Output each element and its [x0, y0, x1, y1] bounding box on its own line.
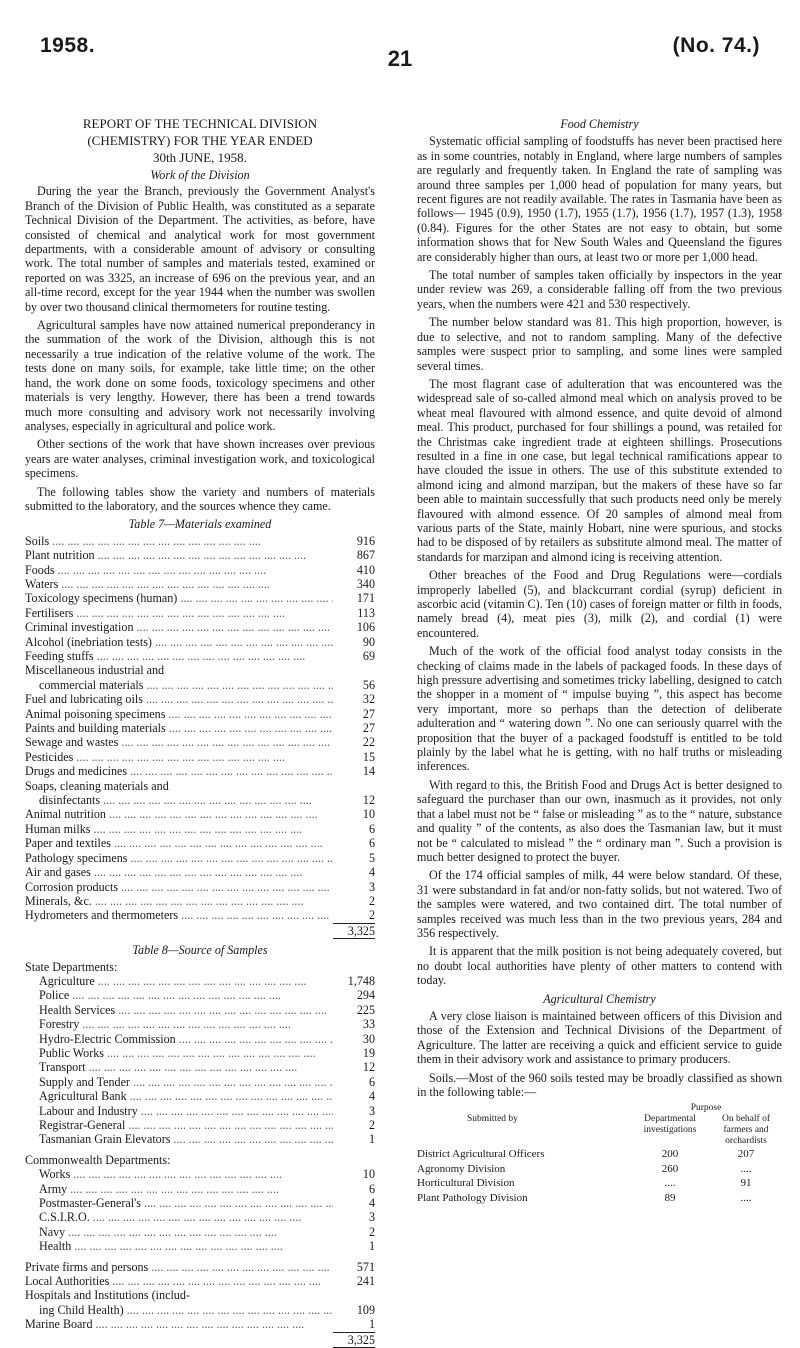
- row-label: Tasmanian Grain Elevators ....: [39, 1132, 333, 1146]
- row-label: Agronomy Division: [417, 1162, 506, 1175]
- row-label: commercial materials ....: [39, 678, 333, 692]
- table-7-b: [25, 692, 375, 778]
- table-row: [25, 1274, 375, 1288]
- paragraph: Other breaches of the Food and Drug Regulations were—cordials improperly labelled (5), and blackcurrant cordial (syrup) deficient in ascorbic acid (vitamin C). Ten (10) cases of foreign matter or filth in foods, namely bread (4), meat pies (3), milk (2), and cordial (1) were encountered.: [417, 568, 782, 640]
- row-label: Public Works ....: [39, 1046, 333, 1060]
- row-value: 4: [368, 865, 375, 880]
- row-value: 6: [368, 821, 375, 836]
- row-value: 916: [356, 533, 375, 548]
- row-label: Soils ....: [25, 534, 333, 548]
- row-value: 6: [368, 836, 375, 851]
- row-label: Plant Pathology Division: [417, 1191, 528, 1204]
- table-row: [25, 1303, 375, 1317]
- departmental-value: 89: [664, 1191, 676, 1204]
- row-value: 109: [356, 1302, 375, 1317]
- table-row: [25, 534, 375, 548]
- row-label: Corrosion products ....: [25, 880, 333, 894]
- section-heading: Work of the Division: [150, 168, 250, 182]
- soils-rows: [417, 1147, 782, 1205]
- row-value: 171: [356, 591, 375, 606]
- row-label: Foods ....: [25, 563, 333, 577]
- row-value: 1: [368, 1239, 375, 1254]
- row-label: Forestry ....: [39, 1017, 333, 1031]
- row-label: Navy ....: [39, 1225, 333, 1239]
- table-row: [39, 1104, 375, 1118]
- table-row: [25, 894, 375, 908]
- row-label: Drugs and medicines ....: [25, 764, 333, 778]
- row-value: 5: [368, 850, 375, 865]
- farmers-value: 91: [740, 1177, 752, 1190]
- row-label: Transport ....: [39, 1060, 333, 1074]
- row-label: Registrar-General ....: [39, 1118, 333, 1132]
- table-7-total: 3,325: [25, 923, 375, 939]
- table-row: [39, 1132, 375, 1146]
- paragraph: Agricultural samples have now attained numerical preponderancy in the summation of the work of the Division, although this is not necessarily a true indication of the relative volume of the work. The tests done on many soils, for example, take little time; on the other hand, the work done on some foods, toxicology specimens and other materials is very lengthy. However, there has been a trend towards much more consulting and advisory work not necessarily involving analyses, especially in agricultural and police work.: [25, 318, 375, 433]
- table-7-c: [25, 807, 375, 922]
- table-row: [25, 635, 375, 649]
- row-label: Air and gases ....: [25, 865, 333, 879]
- table-8-total: 3,325: [25, 1332, 375, 1348]
- report-title-2: (CHEMISTRY) FOR THE YEAR ENDED: [87, 133, 313, 148]
- row-label: Health Services ....: [39, 1003, 333, 1017]
- table-row: [25, 606, 375, 620]
- row-value: 2: [368, 1118, 375, 1132]
- row-label: Toxicology specimens (human) ....: [25, 591, 333, 605]
- row-label: Private firms and persons ....: [25, 1260, 333, 1274]
- row-value: 2: [368, 908, 375, 923]
- row-label: disinfectants ....: [39, 793, 333, 807]
- row-label: Paints and building materials ....: [25, 721, 333, 735]
- row-label: Alcohol (inebriation tests) ....: [25, 635, 333, 649]
- row-label: Fuel and lubricating oils ....: [25, 692, 333, 706]
- table-row: [25, 836, 375, 850]
- farmers-value: ....: [740, 1191, 752, 1204]
- row-label: Animal nutrition ....: [25, 807, 333, 821]
- table-row-label: Soaps, cleaning materials and: [25, 778, 169, 793]
- col-header-departmental: Departmental investigations: [643, 1114, 697, 1136]
- table-row: [25, 851, 375, 865]
- table-row: [25, 807, 375, 821]
- row-label: Postmaster-General's ....: [39, 1196, 333, 1210]
- table-row: [25, 908, 375, 922]
- row-value: 27: [362, 706, 375, 721]
- row-label: ing Child Health) ....: [39, 1303, 333, 1317]
- row-value: 27: [362, 721, 375, 736]
- paragraph: The following tables show the variety and numbers of materials submitted to the laboratory, and the sources whence they came.: [25, 484, 375, 513]
- row-value: 106: [356, 620, 375, 635]
- row-value: 10: [362, 807, 375, 822]
- table-row: [25, 649, 375, 663]
- table-row: [417, 1162, 782, 1176]
- row-value: 2: [368, 1224, 375, 1239]
- paragraph: During the year the Branch, previously the Government Analyst's Branch of the Division of Public Health, was constituted as a separate Technical Division of the Department. The activities, as before, have consisted of chemical and analytical work for most government departments, with a considerable amount of advisory or consulting work. The total number of samples and materials tested, examined or reported on was 3325, an increase of 696 on the previous year, and an all-time record, except for the year 1944 when the number was swollen by over two thousand clinical thermometers for routine testing.: [25, 184, 375, 314]
- row-value: 571: [356, 1259, 375, 1274]
- row-value: 69: [362, 649, 375, 663]
- row-value: 12: [362, 1060, 375, 1075]
- row-value: 33: [362, 1017, 375, 1032]
- table-row: [25, 577, 375, 591]
- row-label: Agricultural Bank ....: [39, 1089, 333, 1103]
- table-row: [39, 1075, 375, 1089]
- paragraph: The total number of samples taken officially by inspectors in the year under review was 269, a considerable falling off from the two previous years, when the numbers were 421 and 530 respectively.: [417, 268, 782, 311]
- row-label: Supply and Tender ....: [39, 1075, 333, 1089]
- table-row: [25, 721, 375, 735]
- paragraph: Systematic official sampling of foodstuffs has never been practised here as in some countries, notably in England, where large numbers of samples are regularly and frequently taken. In England the rate of sampling was around three samples per 1,000 head of population for many years, but recent figures are not readily available. The rates in Tasmania have been as follows— 1945 (0.9), 1950 (1.7), 1955 (1.7), 1956 (1.7), 1957 (1.3), 1958 (0.84). Figures for the other States are not easy to obtain, but some information shows that for New South Wales and Queensland the figures are considerably higher than ours, at least two or more per 1,000 head.: [417, 134, 782, 264]
- paragraph: Of the 174 official samples of milk, 44 were below standard. Of these, 31 were substandard in fat and/or non-fatty solids, but not watered. Two of the samples were watered, and two contained dirt. The total number of samples received was much less than in the two previous years, 284 and 356 respectively.: [417, 868, 782, 940]
- row-value: 225: [356, 1002, 375, 1017]
- row-value: 56: [362, 677, 375, 692]
- table-row: [25, 692, 375, 706]
- row-label: Waters ....: [25, 577, 333, 591]
- row-value: 10: [362, 1167, 375, 1182]
- purpose-heading: Purpose: [690, 1103, 722, 1114]
- row-value: 19: [362, 1045, 375, 1060]
- table-row: [25, 707, 375, 721]
- paragraph: The number below standard was 81. This high proportion, however, is due to selective, and not to random sampling. Many of the defective samples were suspect prior to sampling, and some lines were sampled several times.: [417, 315, 782, 373]
- soils-table: [417, 1103, 782, 1205]
- table-row: [25, 764, 375, 778]
- row-value: 32: [362, 692, 375, 707]
- table-row: [25, 822, 375, 836]
- table-row-label: Miscellaneous industrial and: [25, 663, 165, 678]
- row-label: Local Authorities ....: [25, 1274, 333, 1288]
- row-label: Human milks ....: [25, 822, 333, 836]
- table-8-state: [25, 974, 375, 1147]
- year-header: 1958.: [40, 34, 96, 57]
- table-8-other: [25, 1260, 375, 1289]
- row-label: Hydro-Electric Commission ....: [39, 1032, 333, 1046]
- farmers-value: ....: [740, 1162, 752, 1175]
- row-value: 4: [368, 1089, 375, 1104]
- row-value: 14: [362, 764, 375, 779]
- table-row: [39, 1089, 375, 1103]
- table-row: [39, 1167, 375, 1181]
- row-value: 30: [362, 1031, 375, 1046]
- table-row: [25, 865, 375, 879]
- table-row: [25, 1317, 375, 1331]
- table-row-label: Hospitals and Institutions (includ-: [25, 1288, 190, 1303]
- row-label: Feeding stuffs ....: [25, 649, 333, 663]
- paragraph: It is apparent that the milk position is not being adequately covered, but no doubt local authorities have plenty of other matters to contend with today.: [417, 944, 782, 988]
- table-row: [39, 1060, 375, 1074]
- row-label: Sewage and wastes ....: [25, 735, 333, 749]
- left-column: [25, 115, 375, 1348]
- table-row: [25, 591, 375, 605]
- table-row: [25, 880, 375, 894]
- food-chemistry-heading: Food Chemistry: [560, 117, 639, 131]
- row-value: 867: [356, 548, 375, 563]
- row-label: Criminal investigation ....: [25, 620, 333, 634]
- table-row: [39, 1225, 375, 1239]
- row-label: Pesticides ....: [25, 750, 333, 764]
- table-row: [39, 1118, 375, 1132]
- table-7-caption: Table 7—Materials examined: [128, 517, 272, 532]
- departmental-value: ....: [664, 1177, 676, 1190]
- row-label: Works ....: [39, 1167, 333, 1181]
- row-label: Agriculture ....: [39, 974, 333, 988]
- row-label: Army ....: [39, 1182, 333, 1196]
- row-label: Paper and textiles ....: [25, 836, 333, 850]
- row-value: 3: [368, 1103, 375, 1118]
- report-title-1: REPORT OF THE TECHNICAL DIVISION: [82, 116, 318, 131]
- row-label: Animal poisoning specimens ....: [25, 707, 333, 721]
- row-value: 2: [368, 893, 375, 908]
- row-value: 22: [362, 735, 375, 750]
- farmers-value: 207: [737, 1148, 755, 1161]
- row-value: 90: [362, 634, 375, 649]
- row-label: Labour and Industry ....: [39, 1104, 333, 1118]
- table-row: [39, 1017, 375, 1031]
- row-value: 410: [356, 562, 375, 577]
- row-value: 1: [368, 1132, 375, 1147]
- col-header-farmers: On behalf of farmers and orchardists: [721, 1114, 770, 1147]
- table-row: [25, 563, 375, 577]
- row-label: Minerals, &c. ....: [25, 894, 333, 908]
- table-row: [39, 1196, 375, 1210]
- table-row: [417, 1176, 782, 1190]
- row-label: Fertilisers ....: [25, 606, 333, 620]
- table-row: [39, 1182, 375, 1196]
- row-value: 3: [368, 1210, 375, 1225]
- row-value: 1,748: [347, 973, 375, 988]
- table-row: [417, 1147, 782, 1161]
- table-row: [39, 1046, 375, 1060]
- state-departments-heading: State Departments:: [25, 959, 118, 974]
- row-value: 6: [368, 1074, 375, 1089]
- table-row: [25, 750, 375, 764]
- row-label: Plant nutrition ....: [25, 548, 333, 562]
- table-row: [25, 735, 375, 749]
- right-column: [417, 115, 782, 1205]
- row-value: 15: [362, 749, 375, 764]
- table-row: [25, 620, 375, 634]
- table-8-commonwealth: [25, 1167, 375, 1253]
- table-row: [25, 1260, 375, 1274]
- report-title-3: 30th JUNE, 1958.: [153, 150, 247, 165]
- table-8-caption: Table 8—Source of Samples: [132, 943, 268, 958]
- paragraph: A very close liaison is maintained between officers of this Division and those of the Extension and Technical Divisions of the Department of Agriculture. The latter are receiving a quick and efficient service to guide them in their advisory work and assistance to primary producers.: [417, 1008, 782, 1067]
- table-row: [39, 1239, 375, 1253]
- row-value: 4: [368, 1196, 375, 1211]
- departmental-value: 260: [661, 1162, 679, 1175]
- paper-number: (No. 74.): [672, 34, 760, 57]
- row-label: C.S.I.R.O. ....: [39, 1210, 333, 1224]
- table-row: [417, 1191, 782, 1205]
- row-label: Marine Board ....: [25, 1317, 333, 1331]
- row-label: Horticultural Division: [417, 1177, 515, 1190]
- table-row: [25, 793, 375, 807]
- row-label: Police ....: [39, 988, 333, 1002]
- row-value: 113: [357, 605, 375, 620]
- row-value: 340: [356, 576, 375, 591]
- paragraph: With regard to this, the British Food and Drugs Act is better designed to safeguard the purchaser than our own, inasmuch as it provides, not only that a label must not be “ false or misleading ” as to the “ nature, substance and quality ” of the contents, as also does the Tasmanian law, but it must not be “ calculated to mislead ” the “ ordinary man ”. Such a provision is much better designed to protect the buyer.: [417, 777, 782, 864]
- row-value: 12: [362, 793, 375, 808]
- table-row: [39, 1032, 375, 1046]
- table-row: [39, 974, 375, 988]
- row-value: 3: [368, 879, 375, 894]
- row-value: 294: [356, 988, 375, 1003]
- paragraph: Other sections of the work that have shown increases over previous years are water analyses, criminal investigation work, and toxicological specimens.: [25, 437, 375, 481]
- row-label: Pathology specimens ....: [25, 851, 333, 865]
- row-value: 241: [356, 1274, 375, 1289]
- departmental-value: 200: [661, 1148, 679, 1161]
- table-7: [25, 534, 375, 664]
- table-row: [39, 1210, 375, 1224]
- table-row: [25, 678, 375, 692]
- row-value: 1: [368, 1317, 375, 1332]
- col-header-submitted: Submitted by: [467, 1114, 518, 1125]
- page-number: 21: [387, 46, 413, 71]
- table-row: [25, 548, 375, 562]
- commonwealth-heading: Commonwealth Departments:: [25, 1152, 171, 1167]
- paragraph: The most flagrant case of adulteration that was encountered was the widespread sale of so-called almond meal which on analysis proved to be wheat meal flavoured with almond essence, and quite devoid of almond meal. This product, purchased for four shillings a pound, was retailed for the Christmas cake ingredient trade at eighteen shillings. Prosecutions resulted in a fine in one case, but legal technical ramifications appear to have clouded the issue in others. The use of this substitute extended to almond icing and almond marzipan, but the makers of these have so far been able to maintain successfully that such products need only be merely flavoured with almond essence. Of 20 samples of almond meal from various parts of the State, mainly Hobart, nine were spurious, and stocks had to be disposed of by retailers as substitute almond meal. The matter of standards for marzipan and almond icing is receiving attention.: [417, 376, 782, 564]
- table-row: [39, 988, 375, 1002]
- table-row: [39, 1003, 375, 1017]
- paragraph: Soils.—Most of the 960 soils tested may be broadly classified as shown in the following table:—: [417, 1070, 782, 1099]
- row-label: District Agricultural Officers: [417, 1148, 545, 1161]
- row-label: Health ....: [39, 1239, 333, 1253]
- agricultural-chemistry-heading: Agricultural Chemistry: [543, 991, 656, 1006]
- row-value: 6: [368, 1181, 375, 1196]
- row-label: Hydrometers and thermometers ....: [25, 908, 333, 922]
- paragraph: Much of the work of the official food analyst today consists in the checking of claims made in the labels of packaged foods. In these days of high pressure advertising and sometimes tricky labelling, designed to catch the shopper in a moment of “ impulse buying ”, this aspect has become very important, more so perhaps than the detection of deliberate adulteration and “ watering down ”. No one can seriously quarrel with the proposition that the buyer of a packaged foodstuff is entitled to be told plainly by the label what he is getting, with no half truths or misleading inferences.: [417, 644, 782, 774]
